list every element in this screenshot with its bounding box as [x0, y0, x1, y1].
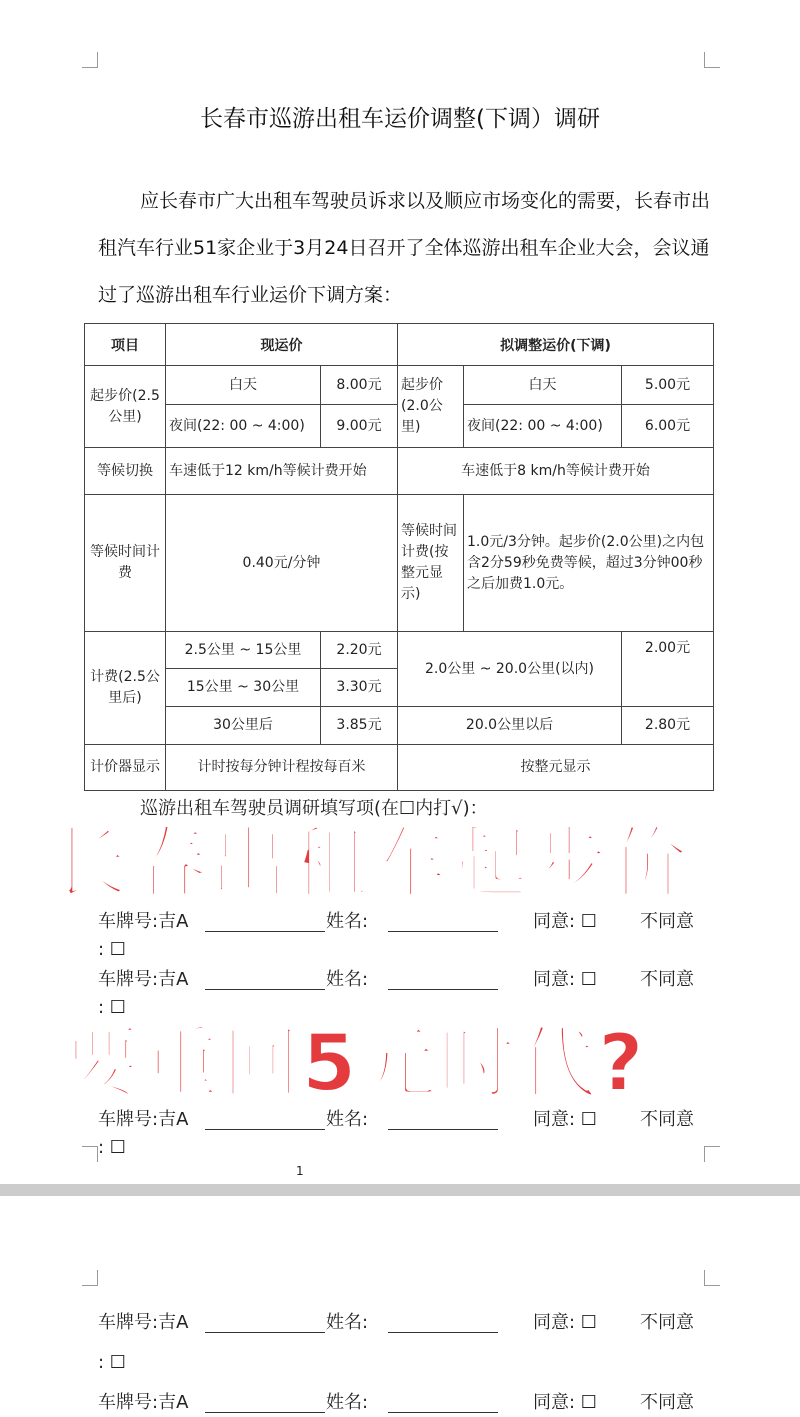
night-price-new: 6.00元	[622, 405, 714, 448]
form-row	[98, 1391, 718, 1415]
margin-mark	[704, 52, 720, 68]
meter-current: 计时按每分钟计程按每百米	[166, 745, 398, 791]
new-range-1: 2.0公里 ~ 20.0公里(以内)	[398, 632, 622, 707]
price-1: 2.20元	[321, 632, 398, 669]
fee-label: 计费(2.5公里后)	[85, 632, 166, 745]
overlay-headline-1: 长春出租车起步价	[50, 819, 691, 909]
name-field[interactable]	[388, 1108, 498, 1130]
page-number: 1	[296, 1164, 304, 1178]
start-label: 起步价(2.5公里)	[85, 366, 166, 448]
agree-checkbox[interactable]: 同意: ☐	[533, 911, 597, 932]
range-2: 15公里 ~ 30公里	[166, 669, 321, 707]
margin-mark	[82, 1270, 98, 1286]
name-label: 姓名:	[326, 1109, 369, 1130]
day-price: 8.00元	[321, 366, 398, 405]
night-price: 9.00元	[321, 405, 398, 448]
disagree-label: 不同意	[640, 1109, 694, 1130]
disagree-checkbox[interactable]: : ☐	[98, 997, 126, 1018]
form-row	[98, 1108, 718, 1132]
price-2: 3.30元	[321, 669, 398, 707]
disagree-label: 不同意	[640, 1392, 694, 1413]
name-label: 姓名:	[326, 1312, 369, 1333]
plate-field[interactable]	[205, 1391, 325, 1413]
disagree-label: 不同意	[640, 1312, 694, 1333]
plate-label: 车牌号:吉A	[98, 911, 189, 932]
overlay-headline-2: 要重回5元时代?	[62, 1019, 646, 1109]
meter-new: 按整元显示	[398, 745, 714, 791]
price-3: 3.85元	[321, 707, 398, 745]
form-row-tail	[98, 1136, 718, 1160]
survey-title: 巡游出租车驾驶员调研填写项(在☐内打√)：	[140, 798, 488, 819]
plate-field[interactable]	[205, 1311, 325, 1333]
form-row-tail	[98, 1351, 718, 1375]
disagree-label: 不同意	[640, 969, 694, 990]
header-current: 现运价	[166, 324, 398, 366]
name-label: 姓名:	[326, 1392, 369, 1413]
range-1: 2.5公里 ~ 15公里	[166, 632, 321, 669]
fare-table	[84, 323, 714, 791]
agree-checkbox[interactable]: 同意: ☐	[533, 969, 597, 990]
disagree-checkbox[interactable]: : ☐	[98, 1352, 126, 1373]
form-row-tail	[98, 938, 718, 962]
day-label: 白天	[166, 366, 321, 405]
day-label-new: 白天	[464, 366, 622, 405]
plate-label: 车牌号:吉A	[98, 969, 189, 990]
wait-label: 等候时间计费	[85, 495, 166, 632]
name-field[interactable]	[388, 910, 498, 932]
range-3: 30公里后	[166, 707, 321, 745]
name-field[interactable]	[388, 1311, 498, 1333]
new-price-1: 2.00元	[622, 632, 714, 707]
form-row	[98, 968, 718, 992]
disagree-checkbox[interactable]: : ☐	[98, 1137, 126, 1158]
meter-label: 计价器显示	[85, 745, 166, 791]
name-label: 姓名:	[326, 911, 369, 932]
form-row	[98, 1311, 718, 1335]
wait-label-new: 等候时间计费(按整元显示)	[398, 495, 464, 632]
new-price-2: 2.80元	[622, 707, 714, 745]
margin-mark	[82, 52, 98, 68]
form-row	[98, 910, 718, 934]
start-label-new: 起步价(2.0公里)	[398, 366, 464, 448]
switch-label: 等候切换	[85, 448, 166, 495]
switch-current: 车速低于12 km/h等候计费开始	[166, 448, 398, 495]
document-title: 长春市巡游出租车运价调整(下调）调研	[200, 106, 600, 132]
plate-label: 车牌号:吉A	[98, 1392, 189, 1413]
new-range-2: 20.0公里以后	[398, 707, 622, 745]
wait-new: 1.0元/3分钟。起步价(2.0公里)之内包含2分59秒免费等候，超过3分钟00秒之后加费1.0元。	[464, 495, 714, 632]
plate-label: 车牌号:吉A	[98, 1312, 189, 1333]
disagree-label: 不同意	[640, 911, 694, 932]
day-price-new: 5.00元	[622, 366, 714, 405]
agree-checkbox[interactable]: 同意: ☐	[533, 1312, 597, 1333]
disagree-checkbox[interactable]: : ☐	[98, 939, 126, 960]
header-item: 项目	[85, 324, 166, 366]
name-field[interactable]	[388, 1391, 498, 1413]
agree-checkbox[interactable]: 同意: ☐	[533, 1392, 597, 1413]
form-row-tail	[98, 996, 718, 1020]
switch-new: 车速低于8 km/h等候计费开始	[398, 448, 714, 495]
wait-current: 0.40元/分钟	[166, 495, 398, 632]
name-label: 姓名:	[326, 969, 369, 990]
night-label: 夜间(22: 00 ~ 4:00)	[166, 405, 321, 448]
plate-field[interactable]	[205, 968, 325, 990]
night-label-new: 夜间(22: 00 ~ 4:00)	[464, 405, 622, 448]
agree-checkbox[interactable]: 同意: ☐	[533, 1109, 597, 1130]
page-separator	[0, 1184, 800, 1196]
name-field[interactable]	[388, 968, 498, 990]
plate-field[interactable]	[205, 910, 325, 932]
margin-mark	[82, 1146, 98, 1162]
plate-field[interactable]	[205, 1108, 325, 1130]
intro-paragraph	[98, 178, 718, 319]
header-proposed: 拟调整运价(下调)	[398, 324, 714, 366]
plate-label: 车牌号:吉A	[98, 1109, 189, 1130]
intro-text: 应长春市广大出租车驾驶员诉求以及顺应市场变化的需要，长春市出租汽车行业51家企业于3月24日召开了全体巡游出租车企业大会，会议通过了巡游出租车行业运价下调方案：	[98, 190, 711, 306]
margin-mark	[704, 1270, 720, 1286]
